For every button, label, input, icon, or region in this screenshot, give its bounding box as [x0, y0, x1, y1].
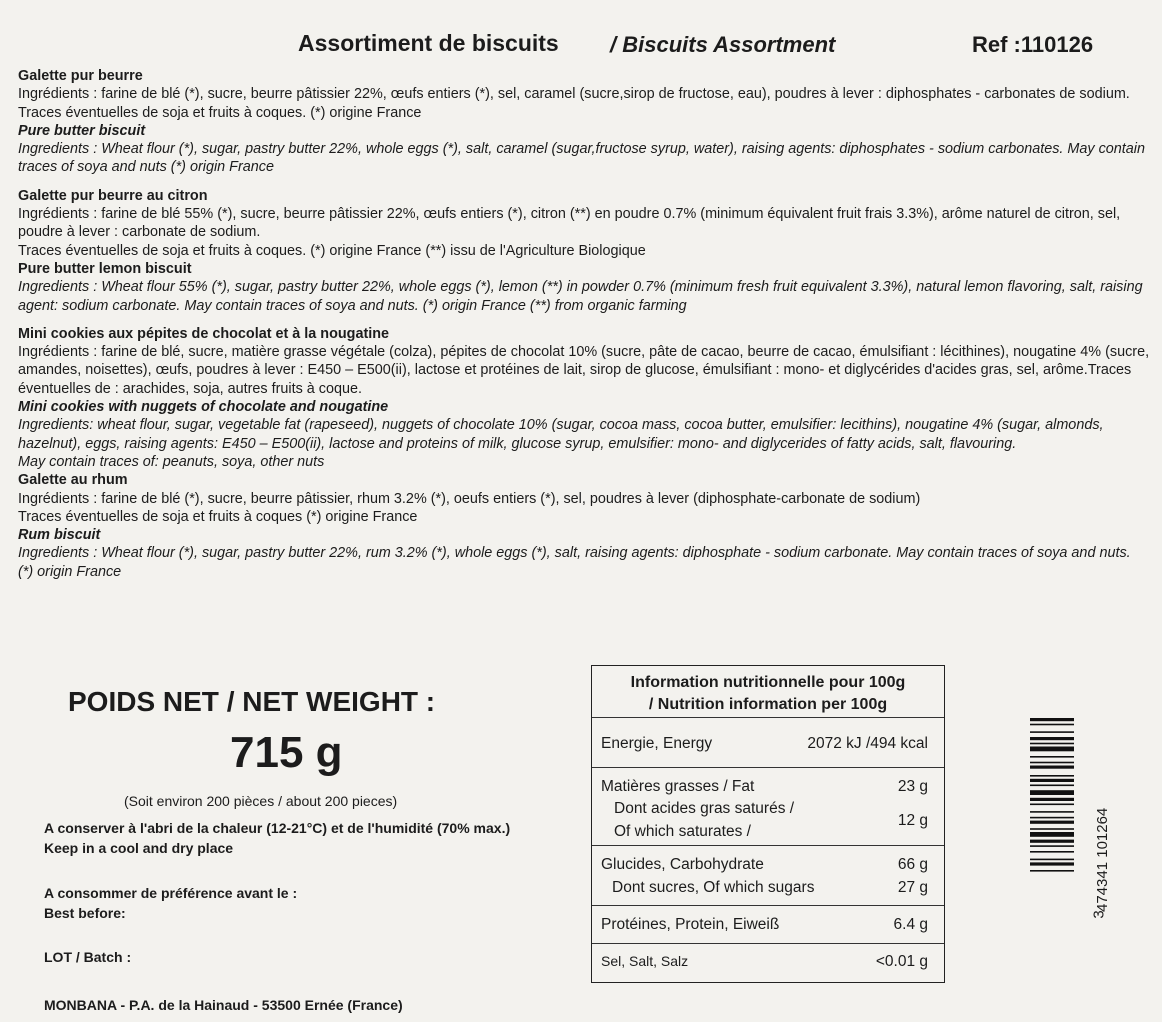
net-weight-label: POIDS NET / NET WEIGHT : — [68, 686, 436, 717]
traces-en: May contain traces of: peanuts, soya, other nuts — [18, 453, 325, 470]
sugars-value: 27 g — [897, 879, 928, 896]
carbs-value: 66 g — [897, 856, 928, 873]
reference-number: Ref :110126 — [972, 32, 1094, 57]
nutrition-header — [592, 666, 944, 718]
storage-en: Keep in a cool and dry place — [44, 840, 234, 856]
nutrition-header-fr: Information nutritionnelle pour 100g — [630, 674, 906, 691]
salt-value: <0.01 g — [875, 953, 928, 970]
ingredients-section — [18, 67, 1158, 581]
energy-label: Energie, Energy — [601, 735, 713, 752]
product-title-en: Pure butter biscuit — [18, 122, 146, 139]
product-title-fr: Galette pur beurre — [18, 68, 143, 84]
ingredients-fr: Ingrédients : farine de blé (*), sucre, beurre pâtissier 22%, œufs entiers (*), sel, caramel (sucre,sirop de fructose, eau), poudres à lever : diphosphates - carbonates de sodium. Traces éventuelles de soja et fruits à coques. (*) origine France — [18, 86, 1130, 121]
barcode-icon — [1030, 718, 1074, 908]
origin-en: (*) origin France — [18, 563, 122, 580]
ingredients-en: Ingredients : Wheat flour (*), sugar, pastry butter 22%, whole eggs (*), salt, caramel (sugar,fructose syrup, water), raising agents: diphosphates - sodium carbonates. May contain traces of soya and nuts (*) origin France — [18, 141, 1146, 176]
nutrition-row-protein — [592, 906, 944, 944]
net-weight-value: 715 g — [230, 728, 343, 777]
product-rum — [18, 471, 1158, 581]
manufacturer-address: MONBANA - P.A. de la Hainaud - 53500 Ernée (France) — [44, 997, 403, 1013]
ingredients-fr: Ingrédients : farine de blé, sucre, matière grasse végétale (colza), pépites de chocolat 10% (sucre, pâte de cacao, beurre de cacao, émulsifiant : lécithines), nougatine 4% (sucre, amandes, noisettes), œufs, poudres à lever : E450 – E500(ii), lactose et protéines de lait, sirop de glucose, émulsifiant : mono- et diglycérides d'acides gras, sel, arôme.Traces éventuelles de : arachides, soja, autres fruits à coque. — [18, 344, 1150, 397]
lot-batch: LOT / Batch : — [44, 949, 132, 965]
product-title-en: Rum biscuit — [18, 527, 101, 544]
product-title-fr: Mini cookies aux pépites de chocolat et à la nougatine — [18, 325, 390, 342]
nutrition-header-en: / Nutrition information per 100g — [648, 696, 888, 713]
product-mini-cookies — [18, 325, 1158, 471]
best-before-en: Best before: — [44, 905, 126, 921]
energy-value: 2072 kJ /494 kcal — [807, 735, 928, 752]
fat-value: 23 g — [897, 778, 928, 795]
product-title-fr: Galette au rhum — [18, 472, 128, 489]
sugars-label: Dont sucres, Of which sugars — [612, 879, 815, 896]
product-lemon — [18, 187, 1158, 315]
carbs-label: Glucides, Carbohydrate — [601, 856, 764, 873]
salt-label: Sel, Salt, Salz — [601, 953, 689, 969]
storage-fr: A conserver à l'abri de la chaleur (12-21°C) et de l'humidité (70% max.) — [44, 820, 511, 836]
product-title-fr: Galette pur beurre au citron — [18, 187, 208, 204]
nutrition-row-fat — [592, 768, 944, 846]
product-title-en: Mini cookies with nuggets of chocolate and nougatine — [18, 399, 389, 416]
nutrition-row-carbs — [592, 846, 944, 906]
title-french: Assortiment de biscuits — [298, 30, 559, 56]
saturates-label-en: Of which saturates / — [614, 823, 751, 840]
barcode-digits — [1094, 724, 1110, 914]
saturates-label-fr: Dont acides gras saturés / — [614, 800, 795, 817]
nutrition-row-salt — [592, 944, 944, 980]
ingredients-en: Ingredients : Wheat flour (*), sugar, pastry butter 22%, rum 3.2% (*), whole eggs (*), salt, raising agents: diphosphate - sodium carbonate. May contain traces of soya and nuts. — [18, 545, 1131, 562]
nutrition-table — [591, 665, 945, 983]
ingredients-fr: Ingrédients : farine de blé (*), sucre, beurre pâtissier, rhum 3.2% (*), oeufs entiers (*), sel, poudres à lever (diphosphate-carbonate de sodium) — [18, 490, 921, 507]
product-title-en: Pure butter lemon biscuit — [18, 260, 192, 277]
ingredients-en: Ingredients: wheat flour, sugar, vegetable fat (rapeseed), nuggets of chocolate 10% (sugar, cocoa mass, cocoa butter, emulsifier: lecithins), nougatine 4% (sugar, almonds, hazelnut), eggs, raising agents: E450 – E500(ii), lactose and proteins of milk, glucose syrup, emulsifier: mono- and diglycerides of fatty acids, salt, flavouring. — [18, 417, 1104, 452]
barcode-lead-digit: 3 — [1090, 910, 1108, 919]
nutrition-row-energy — [592, 718, 944, 768]
best-before-fr: A consommer de préférence avant le : — [44, 885, 298, 901]
traces-fr: Traces éventuelles de soja et fruits à coques. (*) origine France (**) issu de l'Agriculture Biologique — [18, 242, 646, 259]
ingredients-fr: Ingrédients : farine de blé 55% (*), sucre, beurre pâtissier 22%, œufs entiers (*), citron (**) en poudre 0.7% (minimum équivalent fruit frais 3.3%), arôme naturel de citron, sel, poudre à lever : carbonate de sodium. — [18, 206, 1121, 241]
product-pure-butter — [18, 67, 1158, 177]
saturates-value: 12 g — [897, 812, 928, 829]
fat-label: Matières grasses / Fat — [601, 778, 755, 795]
traces-fr: Traces éventuelles de soja et fruits à coques (*) origine France — [18, 508, 418, 525]
protein-value: 6.4 g — [893, 916, 928, 933]
barcode-number: 474341 101264 — [1094, 807, 1111, 912]
ingredients-en: Ingredients : Wheat flour 55% (*), sugar, pastry butter 22%, whole eggs (*), lemon (**) in powder 0.7% (minimum fresh fruit equivalent 3.3%), natural lemon flavoring, salt, raising agent: sodium carbonate. May contain traces of soya and nuts. (*) origin France (**) from organic farming — [18, 279, 1143, 314]
pieces-count: (Soit environ 200 pièces / about 200 pieces) — [124, 793, 398, 809]
title-english: / Biscuits Assortment — [610, 32, 836, 57]
protein-label: Protéines, Protein, Eiweiß — [601, 916, 780, 933]
